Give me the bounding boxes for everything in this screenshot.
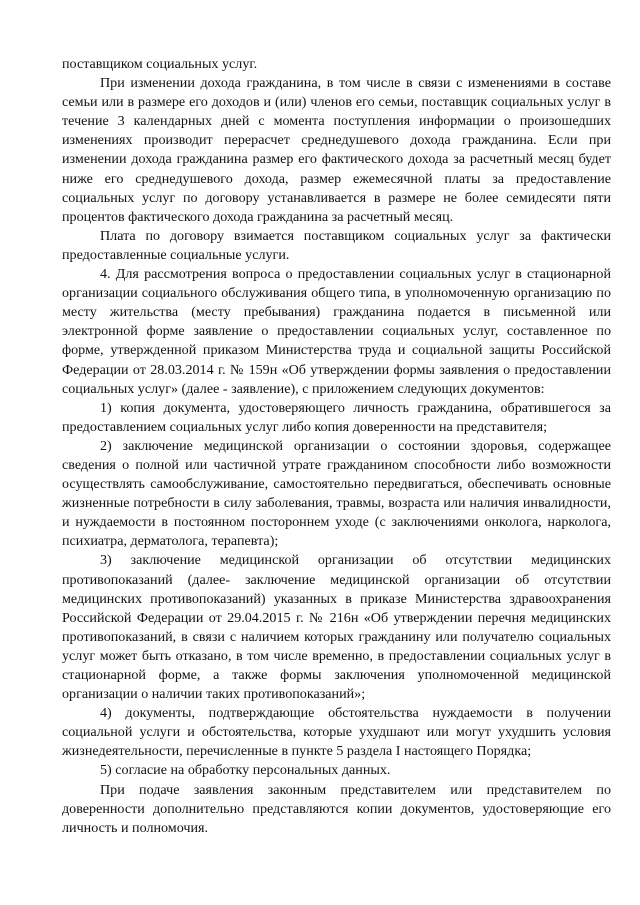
list-item-5: 5) согласие на обработку персональных данных. (100, 762, 391, 779)
paragraph-continuation: поставщиком социальных услуг. (62, 56, 258, 72)
list-item-2: 2) заключение медицинской организации о состоянии здоровья, содержащее сведения о полной или частичной утрате гражданином способности либо возможности осуществлять самообслуживание, самостоятельно передвигаться, обеспечивать основные жизненные потребности в силу заболевания, травмы, возраста или наличия инвалидности, и нуждаемости в постоянном постороннем уходе (с заключениями онколога, нарколога, психиатра, дерматолога, терапевта); (62, 437, 611, 550)
document-page (62, 55, 611, 838)
paragraph-representative: При подаче заявления законным представителем или представителем по доверенности дополнительно представляются копии документов, удостоверяющие его личность и полномочия. (62, 781, 611, 836)
list-item-1: 1) копия документа, удостоверяющего личность гражданина, обратившегося за предоставлением социальных услуг либо копия доверенности на представителя; (62, 399, 611, 435)
paragraph-payment: Плата по договору взимается поставщиком социальных услуг за фактически предоставленные социальные услуги. (62, 227, 611, 263)
list-item-4: 4) документы, подтверждающие обстоятельства нуждаемости в получении социальной услуги и обстоятельства, которые ухудшают или могут ухудшить условия жизнедеятельности, перечисленные в пункте 5 раздела I настоящего Порядка; (62, 705, 611, 760)
list-item-3: 3) заключение медицинской организации об отсутствии медицинских противопоказаний (далее- заключение медицинской организации об отсутствии медицинских противопоказаний) указанных в приказе Министерства здравоохранения Российской Федерации от 29.04.2015 г. № 216н «Об утверждении перечня медицинских противопоказаний, в связи с наличием которых гражданину или получателю социальных услуг может быть отказано, в том числе временно, в предоставлении социальных услуг в стационарной форме, а также формы заключения уполномоченной медицинской организации о наличии таких противопоказаний»; (62, 552, 611, 703)
paragraph-income-change: При изменении дохода гражданина, в том числе в связи с изменениями в составе семьи или в размере его доходов и (или) членов его семьи, поставщик социальных услуг в течение 3 календарных дней с момента поступления информации о произошедших изменениях производит перерасчет среднедушевого дохода гражданина. Если при изменении дохода гражданина размер его фактического дохода за расчетный месяц будет ниже его среднедушевого дохода, размер ежемесячной платы за предоставление социальных услуг по договору устанавливается в размере не более семидесяти пяти процентов фактического дохода гражданина за расчетный месяц. (62, 75, 611, 225)
paragraph-item-4: 4. Для рассмотрения вопроса о предоставлении социальных услуг в стационарной организации социального обслуживания общего типа, в уполномоченную организацию по месту жительства (месту пребывания) гражданина подается в письменной или электронной форме заявление о предоставлении социальных услуг, составленное по форме, утвержденной приказом Министерства труда и социальной защиты Российской Федерации от 28.03.2014 г. № 159н «Об утверждении формы заявления о предоставлении социальных услуг» (далее - заявление), с приложением следующих документов: (62, 266, 611, 397)
